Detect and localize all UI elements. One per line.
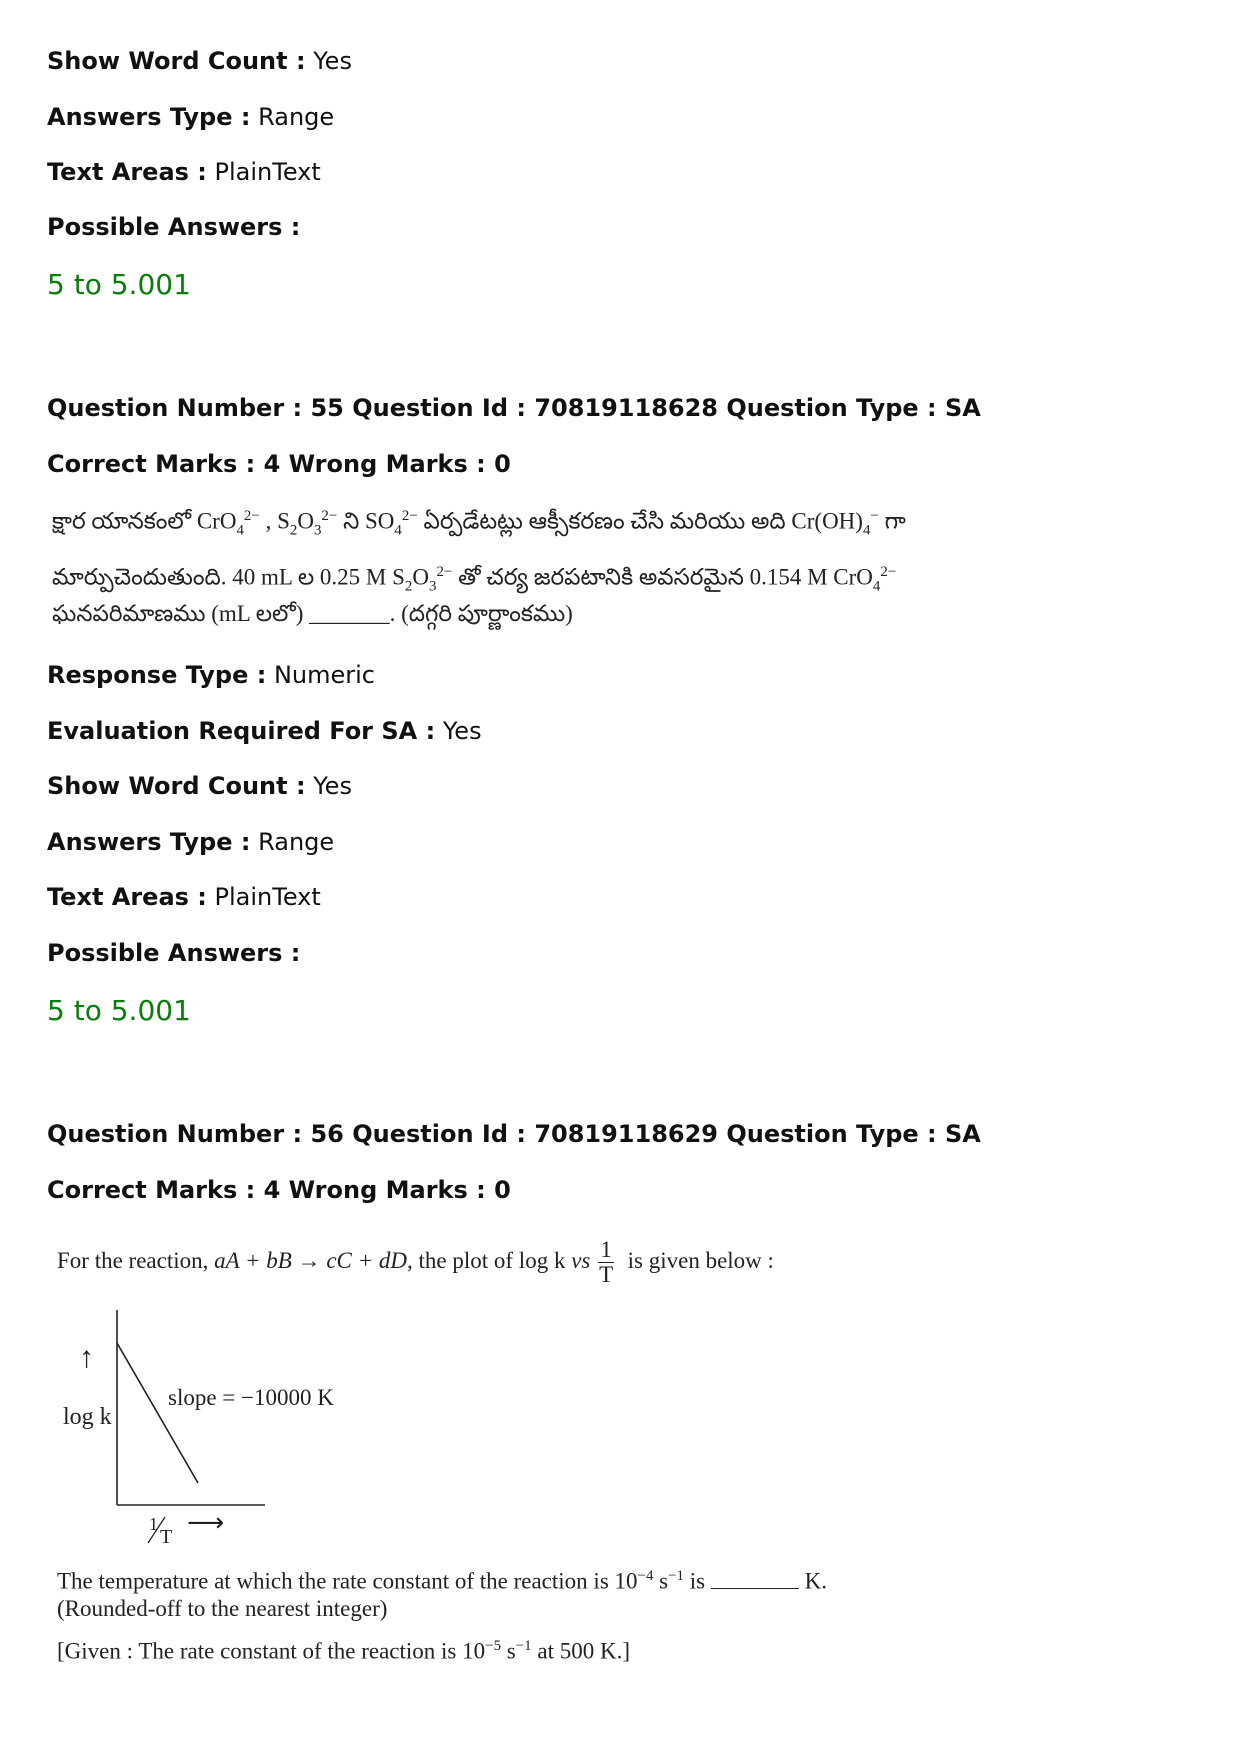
text-fragment: క్షార యానకంలో [52,508,197,534]
text-fragment: ని [337,508,365,534]
superscript: 2− [243,508,260,524]
fraction-denominator: T [599,1262,614,1287]
question-marks [47,449,511,479]
text-fragment: , the plot of log k [407,1247,572,1273]
possible-answer-value: 5 to 5.001 [47,268,191,301]
superscript: −5 [485,1638,502,1654]
question-text-line-1 [52,502,906,544]
question-line-3 [57,1632,630,1666]
superscript: −1 [668,1568,685,1584]
subscript: 4 [394,522,402,539]
text-fragment: For the reaction, [57,1247,215,1273]
text-fragment: s [501,1638,516,1664]
question-marks [47,1175,511,1205]
text-fragment: is [684,1568,711,1594]
field-value: Range [258,103,335,131]
text-fragment: at 500 K.] [531,1638,631,1664]
x-axis-label-numerator: 1 [149,1514,158,1534]
answers-type-row [47,827,334,857]
field-label: Text Areas : [47,158,207,186]
field-label: Evaluation Required For SA : [47,717,436,745]
superscript: −1 [515,1638,532,1654]
x-arrow-icon: ⟶ [187,1508,225,1538]
question-header [47,1119,981,1149]
possible-answers-row [47,938,300,968]
x-axis-label-denominator: T [160,1526,173,1545]
answer-blank [711,1588,799,1589]
text-fragment: తో చర్య జరపటానికి అవసరమైన 0.154 M [452,564,834,590]
field-label: Show Word Count : [47,47,306,75]
field-label: Possible Answers : [47,213,301,241]
field-value: PlainText [214,158,321,186]
text-fragment: s [653,1568,669,1594]
superscript: 2− [436,564,453,580]
text-fragment: ఏర్పడేటట్లు ఆక్సీకరణం చేసి మరియు అది [417,508,792,534]
subscript: 2 [404,578,413,595]
formula: O [412,564,429,590]
y-arrow-icon: ↑ [79,1341,94,1374]
show-word-count-row [47,46,352,76]
question-intro [57,1238,774,1287]
superscript: −4 [637,1568,654,1584]
question-text-line-2 [52,558,896,600]
field-value: PlainText [214,883,321,911]
subscript: 4 [862,522,871,539]
text-areas-row [47,157,321,187]
reaction-equation: aA + bB → cC + dD [214,1247,408,1273]
formula: S [392,564,405,590]
text-fragment: is given below : [621,1247,774,1273]
subscript: 2 [289,522,298,539]
text-fragment: గా [878,508,906,534]
fraction-numerator: 1 [600,1237,612,1262]
question-marks-text: Correct Marks : 4 Wrong Marks : 0 [47,1176,511,1204]
superscript: 2− [321,508,338,524]
formula: Cr(OH) [791,508,863,534]
field-value: Yes [442,717,482,745]
log-k-vs-inverse-t-plot [55,1305,355,1545]
superscript: − [870,508,879,524]
field-value: Numeric [273,661,375,689]
formula: CrO [196,508,237,534]
answers-type-row [47,102,334,132]
subscript: 4 [236,522,244,539]
fraction [598,1238,614,1287]
text-fragment: vs [571,1247,591,1273]
superscript: 2− [401,508,418,524]
formula: SO [364,508,395,534]
superscript: 2− [880,564,897,580]
subscript: 4 [872,578,881,595]
question-line-2: (Rounded-off to the nearest integer) [57,1596,388,1621]
field-label: Answers Type : [47,828,251,856]
slope-label: slope = −10000 K [168,1385,334,1410]
show-word-count-row [47,771,352,801]
subscript: 3 [428,578,437,595]
response-type-row [47,660,375,690]
question-header [47,393,981,423]
text-fragment: , [259,508,278,534]
y-axis-label: log k [63,1404,112,1430]
possible-answer-value: 5 to 5.001 [47,994,191,1027]
question-text-line-3: ఘనపరిమాణము (mL లలో) _______. (దగ్గరి పూర్ణాంకము) [52,601,573,626]
question-header-text: Question Number : 55 Question Id : 70819118628 Question Type : SA [47,394,981,422]
field-label: Possible Answers : [47,939,301,967]
field-label: Answers Type : [47,103,251,131]
formula: CrO [833,564,873,590]
field-value: Yes [313,47,352,75]
text-fragment: K. [798,1568,827,1594]
data-line [117,1343,198,1483]
evaluation-row [47,716,482,746]
field-label: Show Word Count : [47,772,306,800]
text-fragment: The temperature at which the rate constant of the reaction is 10 [57,1568,638,1594]
formula: O [297,508,314,534]
question-header-text: Question Number : 56 Question Id : 70819118629 Question Type : SA [47,1120,981,1148]
subscript: 3 [313,522,322,539]
text-fragment: మార్పుచెందుతుంది. 40 mL ల 0.25 M [52,564,393,590]
question-marks-text: Correct Marks : 4 Wrong Marks : 0 [47,450,511,478]
field-label: Text Areas : [47,883,207,911]
text-fragment: [Given : The rate constant of the reaction is 10 [57,1638,486,1664]
question-line-1 [57,1562,827,1596]
field-value: Yes [313,772,352,800]
possible-answers-row [47,212,300,242]
field-value: Range [258,828,335,856]
field-label: Response Type : [47,661,267,689]
text-areas-row [47,882,321,912]
formula: S [277,508,290,534]
